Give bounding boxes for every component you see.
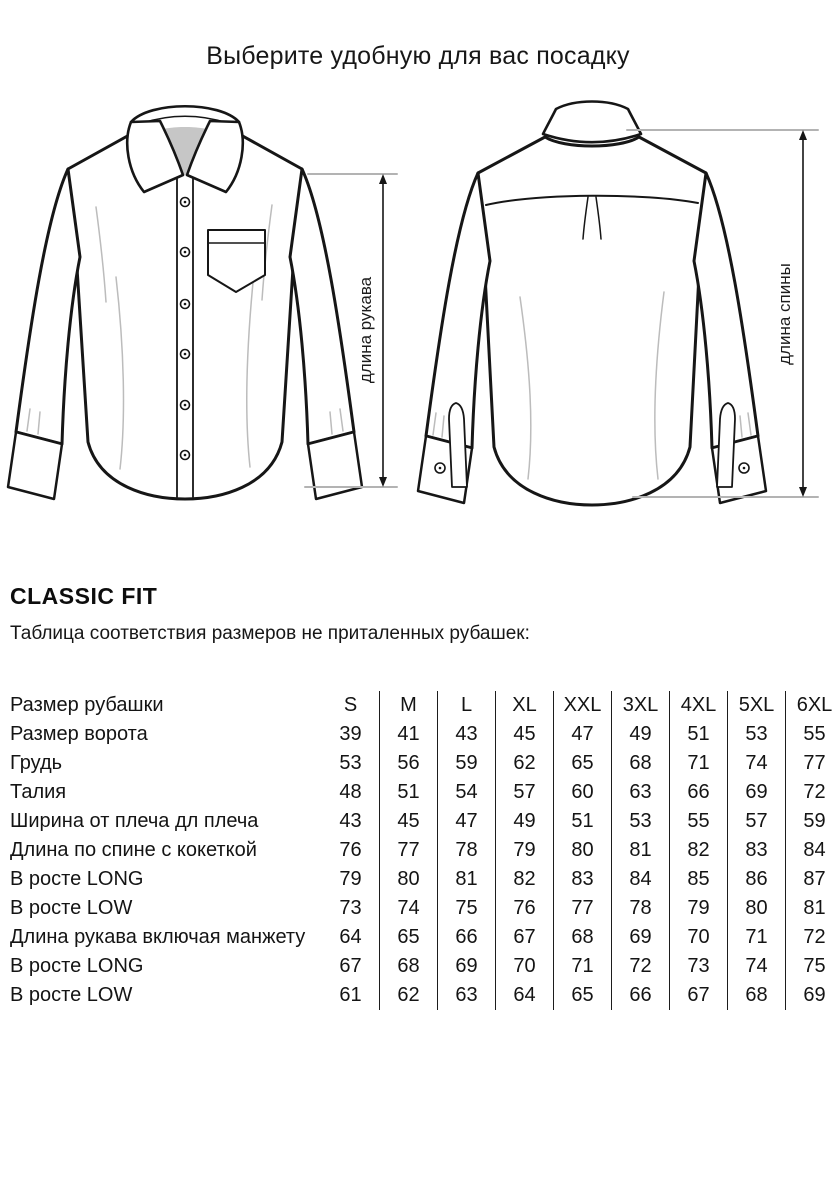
size-cell: 66 bbox=[438, 923, 496, 952]
shirt-front-drawing bbox=[8, 106, 362, 499]
size-cell: 62 bbox=[380, 981, 438, 1010]
size-cell: 76 bbox=[496, 894, 554, 923]
size-cell: 69 bbox=[786, 981, 836, 1010]
size-cell: 47 bbox=[554, 720, 612, 749]
size-cell: 69 bbox=[728, 778, 786, 807]
size-cell: 68 bbox=[728, 981, 786, 1010]
size-cell: 83 bbox=[728, 836, 786, 865]
sleeve-placket-left bbox=[449, 403, 467, 487]
size-cell: 81 bbox=[612, 836, 670, 865]
size-cell: 53 bbox=[612, 807, 670, 836]
size-cell: 75 bbox=[786, 952, 836, 981]
size-cell: 82 bbox=[670, 836, 728, 865]
sleeve-placket-right bbox=[717, 403, 735, 487]
size-cell: 4XL bbox=[670, 691, 728, 720]
table-row bbox=[10, 836, 836, 865]
size-cell: 84 bbox=[612, 865, 670, 894]
size-cell: 70 bbox=[670, 923, 728, 952]
size-cell: 51 bbox=[380, 778, 438, 807]
table-row bbox=[10, 981, 836, 1010]
size-cell: 41 bbox=[380, 720, 438, 749]
size-cell: 53 bbox=[728, 720, 786, 749]
sleeve-length-label: длина рукава bbox=[356, 276, 375, 384]
row-label: В росте LONG bbox=[10, 868, 144, 890]
size-cell: 63 bbox=[612, 778, 670, 807]
row-label: Длина по спине с кокеткой bbox=[10, 839, 257, 861]
table-row bbox=[10, 865, 836, 894]
size-cell: 71 bbox=[554, 952, 612, 981]
size-cell: 86 bbox=[728, 865, 786, 894]
size-cell: 85 bbox=[670, 865, 728, 894]
size-cell: 6XL bbox=[786, 691, 836, 720]
size-cell: 73 bbox=[339, 897, 362, 919]
size-cell: 43 bbox=[438, 720, 496, 749]
size-cell: 66 bbox=[612, 981, 670, 1010]
back-length-label: длина спины bbox=[775, 263, 794, 365]
size-cell: 55 bbox=[786, 720, 836, 749]
table-row bbox=[10, 720, 836, 749]
size-table-body bbox=[10, 691, 836, 1010]
size-cell: 74 bbox=[380, 894, 438, 923]
size-cell: 87 bbox=[786, 865, 836, 894]
row-label: В росте LONG bbox=[10, 955, 144, 977]
size-cell: 80 bbox=[380, 865, 438, 894]
size-cell: 68 bbox=[380, 952, 438, 981]
size-cell: 73 bbox=[670, 952, 728, 981]
row-label: В росте LOW bbox=[10, 984, 133, 1006]
size-cell: 71 bbox=[728, 923, 786, 952]
size-cell: 80 bbox=[728, 894, 786, 923]
size-cell: 63 bbox=[438, 981, 496, 1010]
size-cell: 82 bbox=[496, 865, 554, 894]
row-label: Грудь bbox=[10, 752, 63, 774]
size-cell: XXL bbox=[554, 691, 612, 720]
size-cell: 61 bbox=[339, 984, 362, 1006]
size-cell: 80 bbox=[554, 836, 612, 865]
size-cell: 45 bbox=[496, 720, 554, 749]
row-label: Длина рукава включая манжету bbox=[10, 926, 306, 948]
shirt-back-drawing bbox=[418, 102, 766, 506]
size-table bbox=[10, 691, 836, 1010]
row-label: Размер рубашки bbox=[10, 694, 164, 716]
size-cell: 57 bbox=[728, 807, 786, 836]
size-cell: 57 bbox=[496, 778, 554, 807]
size-cell: 48 bbox=[339, 781, 362, 803]
size-cell: 70 bbox=[496, 952, 554, 981]
size-cell: 54 bbox=[438, 778, 496, 807]
size-cell: 72 bbox=[786, 923, 836, 952]
size-cell: 56 bbox=[380, 749, 438, 778]
size-cell: 60 bbox=[554, 778, 612, 807]
table-row bbox=[10, 691, 836, 720]
size-cell: 72 bbox=[612, 952, 670, 981]
size-cell: 64 bbox=[339, 926, 362, 948]
size-cell: 66 bbox=[670, 778, 728, 807]
page-title: Выберите удобную для вас посадку bbox=[206, 42, 630, 70]
size-cell: 77 bbox=[786, 749, 836, 778]
size-cell: 65 bbox=[554, 981, 612, 1010]
size-cell: M bbox=[380, 691, 438, 720]
size-cell: 83 bbox=[554, 865, 612, 894]
size-cell: 67 bbox=[670, 981, 728, 1010]
size-cell: 53 bbox=[339, 752, 362, 774]
size-cell: S bbox=[343, 694, 358, 716]
fit-heading: CLASSIC FIT bbox=[10, 583, 158, 609]
size-cell: 79 bbox=[670, 894, 728, 923]
size-cell: 3XL bbox=[612, 691, 670, 720]
size-cell: 69 bbox=[438, 952, 496, 981]
size-cell: 49 bbox=[496, 807, 554, 836]
shirt-diagram bbox=[0, 87, 836, 557]
table-caption: Таблица соответствия размеров не приталенных рубашек: bbox=[10, 623, 530, 644]
size-cell: 77 bbox=[380, 836, 438, 865]
size-cell: 49 bbox=[612, 720, 670, 749]
table-row bbox=[10, 807, 836, 836]
row-label: Талия bbox=[10, 781, 67, 803]
size-cell: 39 bbox=[339, 723, 362, 745]
size-cell: 5XL bbox=[728, 691, 786, 720]
size-cell: 75 bbox=[438, 894, 496, 923]
row-label: Размер ворота bbox=[10, 723, 148, 745]
size-cell: 64 bbox=[496, 981, 554, 1010]
size-cell: 67 bbox=[496, 923, 554, 952]
size-cell: 65 bbox=[380, 923, 438, 952]
size-cell: 68 bbox=[612, 749, 670, 778]
size-cell: 43 bbox=[339, 810, 362, 832]
size-cell: XL bbox=[496, 691, 554, 720]
size-cell: 59 bbox=[786, 807, 836, 836]
size-cell: 68 bbox=[554, 923, 612, 952]
size-cell: 65 bbox=[554, 749, 612, 778]
size-cell: 55 bbox=[670, 807, 728, 836]
size-cell: 76 bbox=[339, 839, 362, 861]
size-cell: 81 bbox=[786, 894, 836, 923]
table-row bbox=[10, 749, 836, 778]
size-cell: 51 bbox=[554, 807, 612, 836]
size-cell: 77 bbox=[554, 894, 612, 923]
row-label: Ширина от плеча дл плеча bbox=[10, 810, 259, 832]
row-label: В росте LOW bbox=[10, 897, 133, 919]
size-cell: 62 bbox=[496, 749, 554, 778]
size-cell: 79 bbox=[339, 868, 362, 890]
size-cell: L bbox=[438, 691, 496, 720]
size-cell: 71 bbox=[670, 749, 728, 778]
table-row bbox=[10, 952, 836, 981]
size-cell: 78 bbox=[612, 894, 670, 923]
table-row bbox=[10, 778, 836, 807]
size-cell: 72 bbox=[786, 778, 836, 807]
size-cell: 51 bbox=[670, 720, 728, 749]
size-cell: 79 bbox=[496, 836, 554, 865]
size-cell: 59 bbox=[438, 749, 496, 778]
size-cell: 74 bbox=[728, 952, 786, 981]
size-cell: 45 bbox=[380, 807, 438, 836]
table-row bbox=[10, 923, 836, 952]
table-row bbox=[10, 894, 836, 923]
size-cell: 74 bbox=[728, 749, 786, 778]
size-cell: 67 bbox=[339, 955, 362, 977]
size-cell: 69 bbox=[612, 923, 670, 952]
size-cell: 47 bbox=[438, 807, 496, 836]
size-cell: 78 bbox=[438, 836, 496, 865]
shirt-technical-drawing bbox=[0, 87, 836, 557]
size-cell: 84 bbox=[786, 836, 836, 865]
size-cell: 81 bbox=[438, 865, 496, 894]
